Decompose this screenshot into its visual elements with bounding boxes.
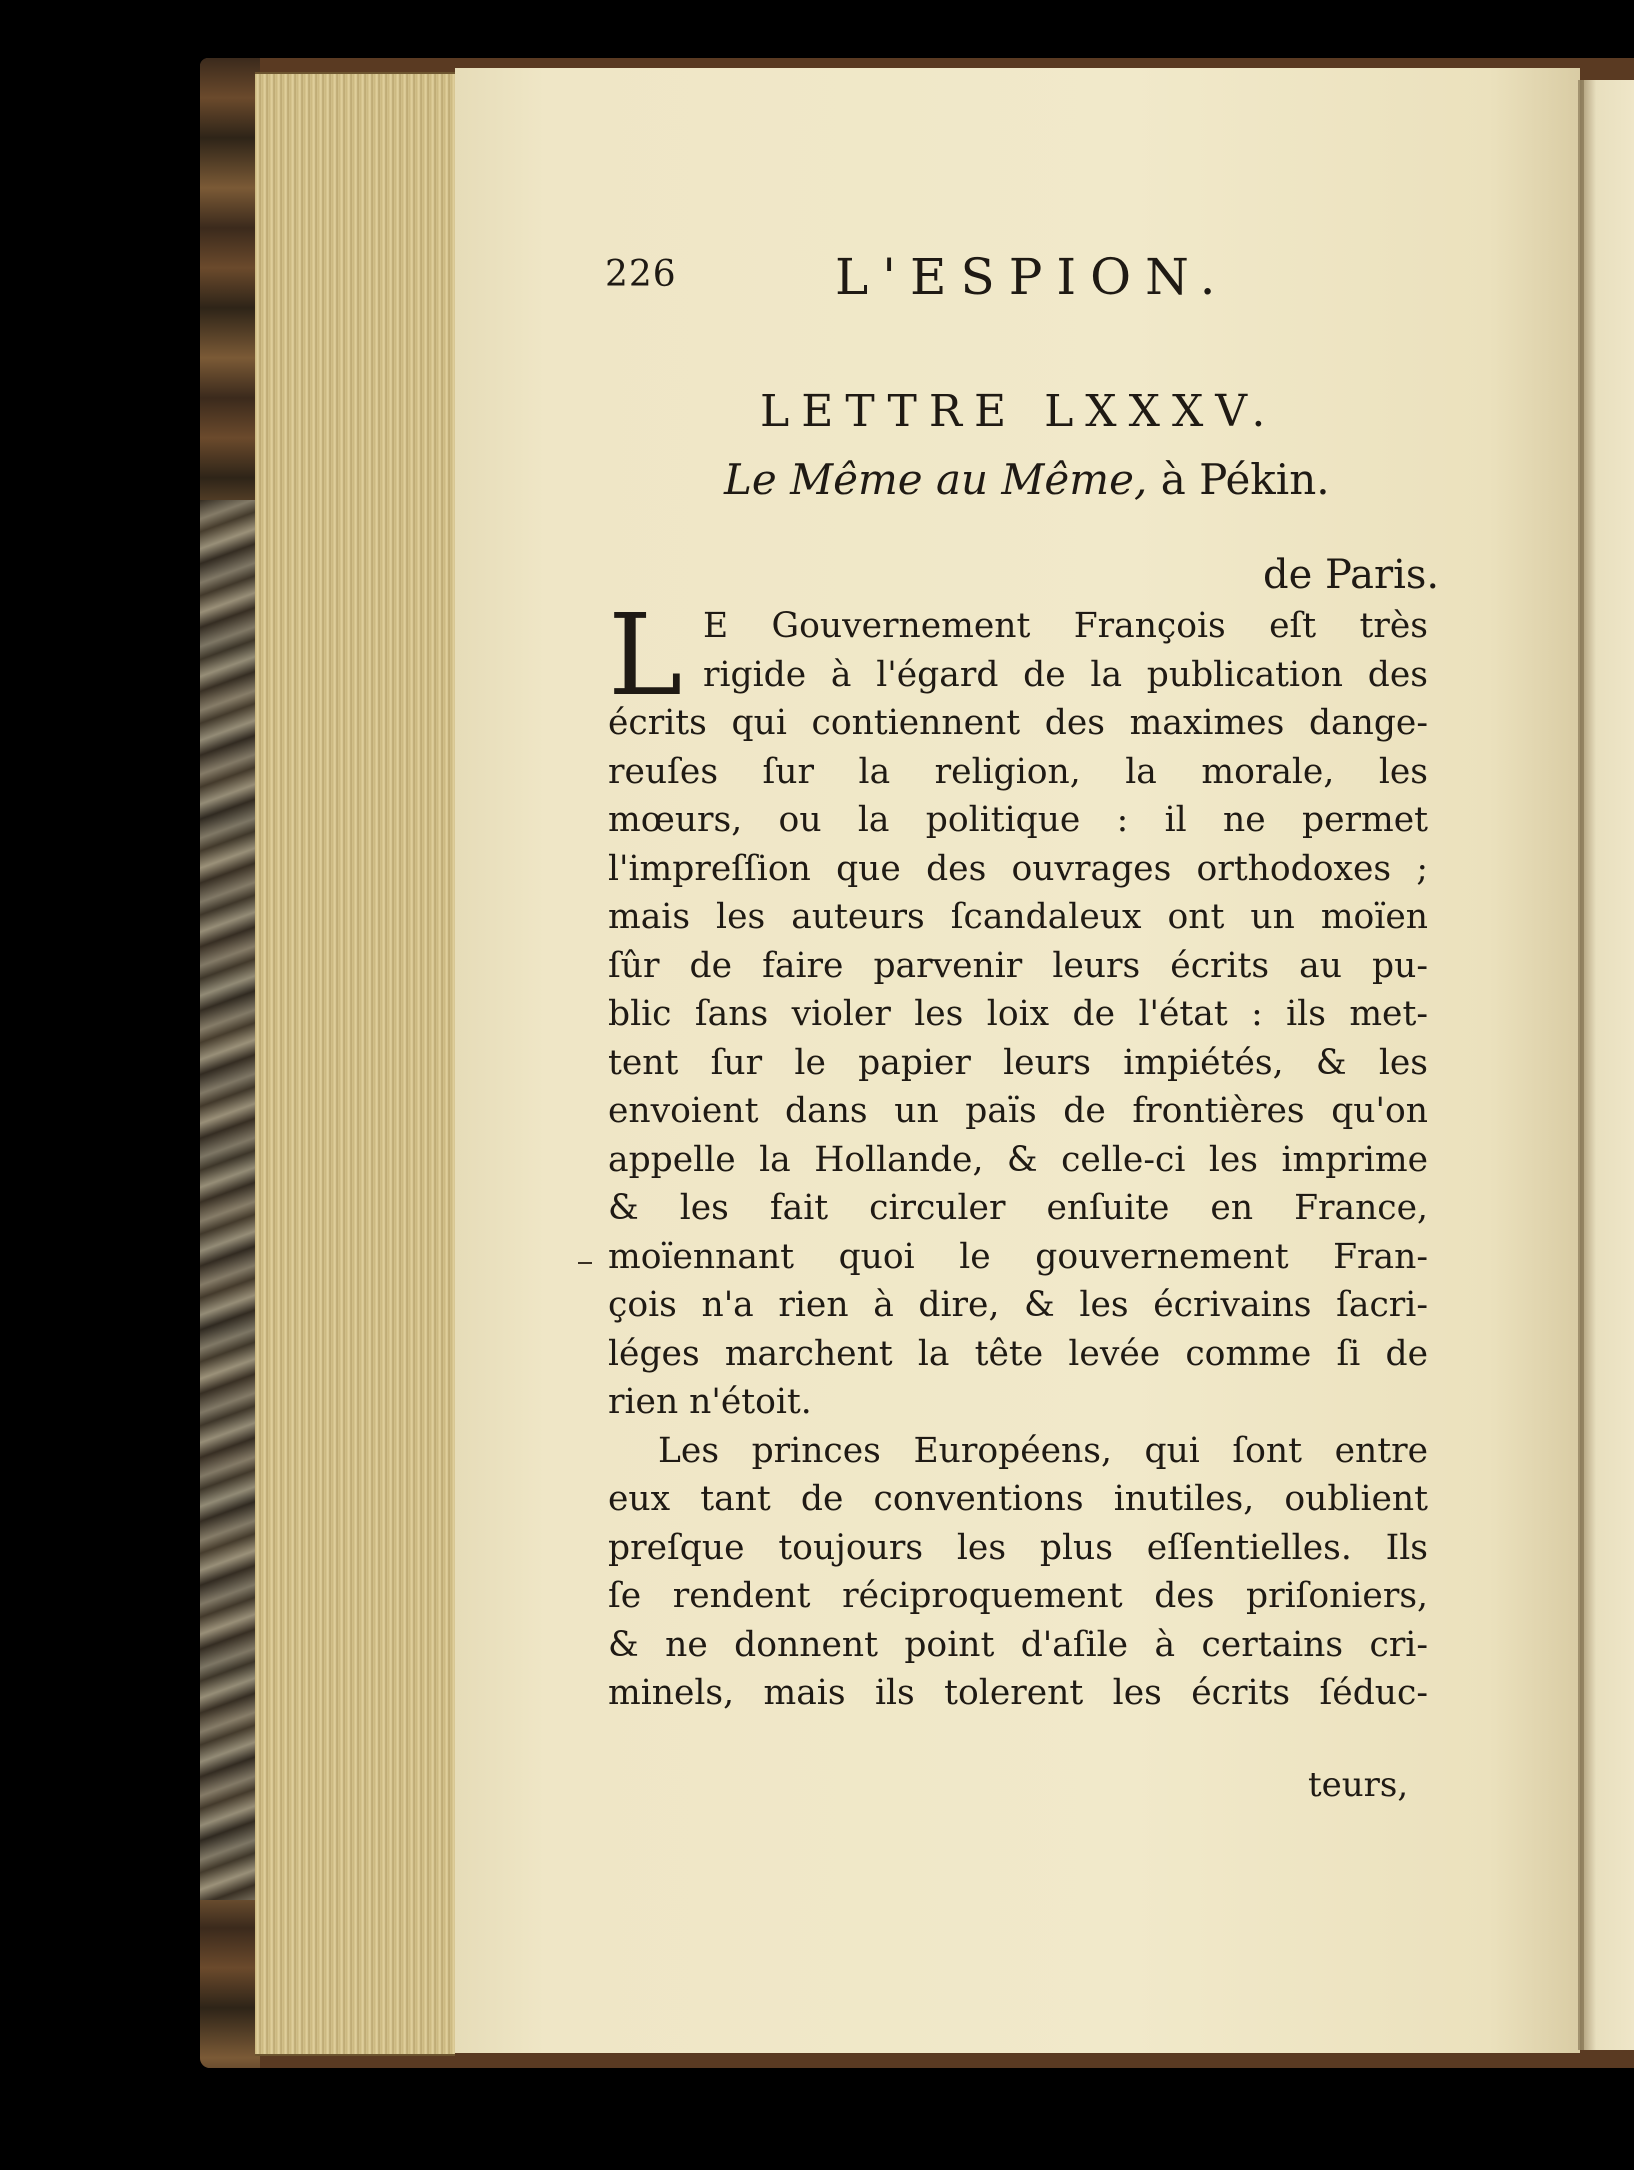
body-line: ſûr de faire parvenir leurs écrits au pu- bbox=[608, 945, 1428, 986]
body-line: çois n'a rien à dire, & les écrivains ſacri- bbox=[608, 1285, 1428, 1325]
letter-heading: LETTRE LXXXV. bbox=[760, 386, 1278, 437]
body-text bbox=[608, 591, 1428, 1718]
body-line: & les fait circuler enſuite en France, bbox=[608, 1188, 1428, 1228]
facing-page-sliver bbox=[1580, 80, 1634, 2050]
letter-subheading-italic: Le Même au Même, bbox=[724, 455, 1148, 504]
body-line: mais les auteurs ſcandaleux ont un moïen bbox=[608, 897, 1428, 937]
body-line: preſque toujours les plus eſſentielles. Ils bbox=[608, 1527, 1428, 1568]
gutter bbox=[1578, 80, 1584, 2050]
body-line: rigide à l'égard de la publication des bbox=[703, 654, 1428, 695]
body-line: rien n'étoit. bbox=[608, 1382, 812, 1422]
body-line: minels, mais ils tolerent les écrits ſéduc- bbox=[608, 1673, 1428, 1713]
page-header bbox=[605, 248, 1265, 308]
body-line: l'impreſſion que des ouvrages orthodoxes ; bbox=[608, 848, 1428, 889]
page-number: 226 bbox=[605, 254, 677, 295]
drop-cap: L bbox=[608, 591, 683, 721]
body-line: appelle la Hollande, & celle-ci les imprime bbox=[608, 1139, 1428, 1180]
body-line: envoient dans un païs de frontières qu'on bbox=[608, 1091, 1428, 1131]
margin-mark bbox=[578, 1262, 592, 1264]
body-line: E Gouvernement François eſt très bbox=[703, 606, 1428, 646]
body-line: moïennant quoi le gouvernement Fran- bbox=[608, 1236, 1428, 1277]
catchword: teurs, bbox=[1308, 1765, 1409, 1805]
body-line: blic ſans violer les loix de l'état : ils met- bbox=[608, 994, 1428, 1034]
body-line: mœurs, ou la politique : il ne permet bbox=[608, 800, 1428, 840]
marbled-board bbox=[200, 500, 260, 1900]
body-line: ſe rendent réciproquement des priſoniers, bbox=[608, 1576, 1428, 1616]
body-line: léges marchent la tête levée comme ſi de bbox=[608, 1333, 1428, 1374]
page-edges bbox=[255, 72, 455, 2056]
running-head: L'ESPION. bbox=[835, 248, 1230, 306]
letter-subheading-plain: à Pékin. bbox=[1160, 455, 1330, 504]
letter-place: de Paris. bbox=[1263, 552, 1440, 598]
letter-subheading bbox=[724, 455, 1330, 504]
body-line: eux tant de conventions inutiles, oublient bbox=[608, 1479, 1428, 1519]
body-line: Les princes Européens, qui ſont entre bbox=[658, 1430, 1428, 1471]
body-line: tent ſur le papier leurs impiétés, & les bbox=[608, 1042, 1428, 1083]
body-line: écrits qui contiennent des maximes dange- bbox=[608, 703, 1428, 743]
body-line: reuſes ſur la religion, la morale, les bbox=[608, 751, 1428, 792]
body-line: & ne donnent point d'aſile à certains cri- bbox=[608, 1624, 1428, 1665]
